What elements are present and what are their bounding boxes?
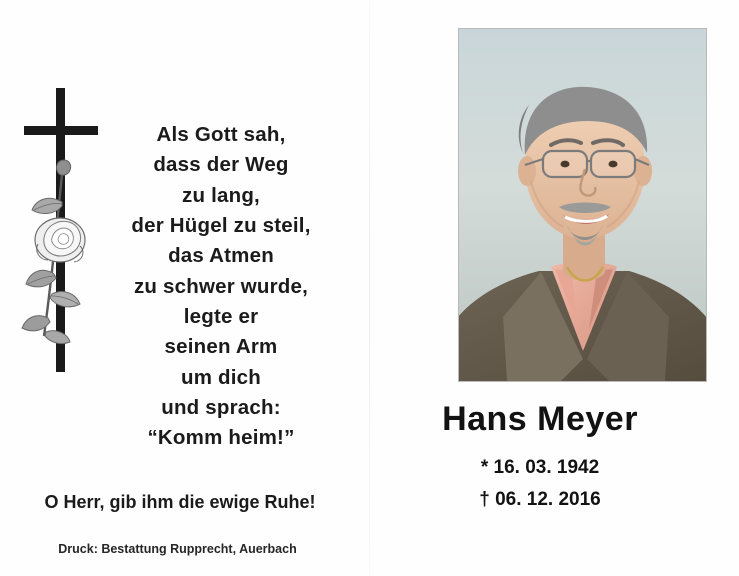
verse-line-1: Als Gott sah, <box>156 123 286 146</box>
verse-line-8: seinen Arm <box>164 335 278 359</box>
left-page <box>0 0 369 576</box>
printer-credit: Druck: Bestattung Rupprecht, Auerbach <box>58 542 297 556</box>
verse-line-3: zu lang, <box>182 183 260 207</box>
life-dates <box>370 452 710 517</box>
verse-text <box>96 120 346 454</box>
verse-line-4: der Hügel zu steil, <box>131 213 311 237</box>
portrait-photo <box>458 28 707 382</box>
portrait-image <box>459 29 706 381</box>
verse-line-2: dass der Weg <box>153 153 289 177</box>
rose-icon <box>22 160 85 344</box>
prayer-text: O Herr, gib ihm die ewige Ruhe! <box>44 492 316 512</box>
verse-line-11: “Komm heim!” <box>147 426 295 450</box>
birth-date: * 16. 03. 1942 <box>480 457 600 478</box>
verse-line-7: legte er <box>183 304 259 328</box>
verse-line-10: und sprach: <box>161 395 281 419</box>
verse-line-5: das Atmen <box>168 244 274 268</box>
right-page <box>370 0 739 576</box>
deceased-name: Hans Meyer <box>442 400 638 438</box>
verse-line-6: zu schwer wurde, <box>133 274 309 298</box>
death-date: † 06. 12. 2016 <box>479 489 601 511</box>
verse-line-9: um dich <box>181 365 261 389</box>
